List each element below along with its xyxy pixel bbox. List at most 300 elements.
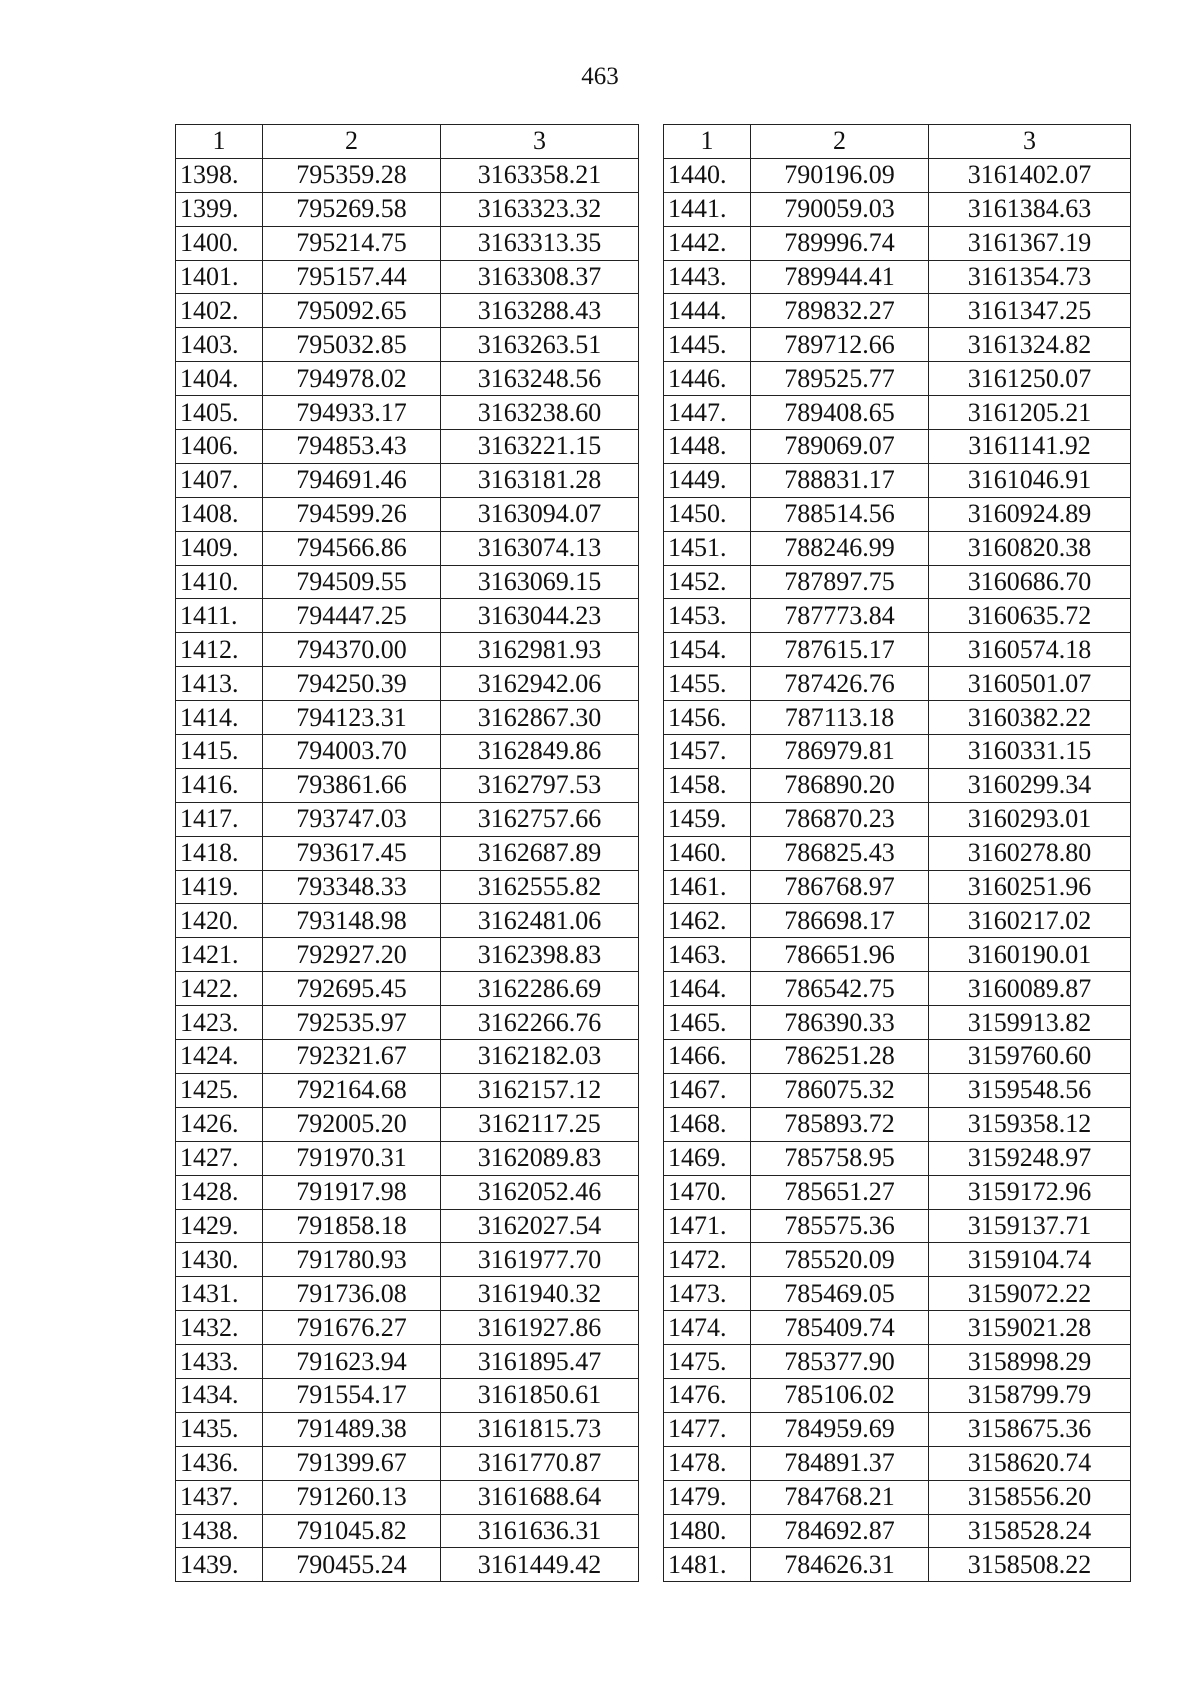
table-row [176,260,639,294]
x-coordinate-cell: 794447.25 [263,599,441,633]
x-coordinate-cell: 793148.98 [263,904,441,938]
x-coordinate-cell: 794566.86 [263,531,441,565]
table-row [176,1107,639,1141]
x-coordinate-cell: 791554.17 [263,1378,441,1412]
x-coordinate-cell: 791676.27 [263,1311,441,1345]
y-coordinate-cell: 3161384.63 [929,192,1131,226]
column-header-1: 1 [664,125,751,159]
x-coordinate-cell: 794978.02 [263,362,441,396]
column-header-2: 2 [263,125,441,159]
point-number-cell: 1449. [664,463,751,497]
point-number-cell: 1454. [664,633,751,667]
point-number-cell: 1462. [664,904,751,938]
y-coordinate-cell: 3161205.21 [929,396,1131,430]
x-coordinate-cell: 793747.03 [263,802,441,836]
table-row [664,1345,1131,1379]
x-coordinate-cell: 792005.20 [263,1107,441,1141]
table-row [664,158,1131,192]
table-row [664,565,1131,599]
x-coordinate-cell: 791045.82 [263,1514,441,1548]
y-coordinate-cell: 3158528.24 [929,1514,1131,1548]
table-row [664,396,1131,430]
point-number-cell: 1417. [176,802,263,836]
point-number-cell: 1481. [664,1548,751,1582]
coordinates-table-right [663,124,1131,1582]
table-row [176,904,639,938]
table-row [176,1040,639,1074]
point-number-cell: 1445. [664,328,751,362]
point-number-cell: 1469. [664,1141,751,1175]
point-number-cell: 1402. [176,294,263,328]
y-coordinate-cell: 3162157.12 [441,1073,639,1107]
x-coordinate-cell: 791858.18 [263,1209,441,1243]
table-row [664,1141,1131,1175]
point-number-cell: 1418. [176,836,263,870]
point-number-cell: 1476. [664,1378,751,1412]
point-number-cell: 1427. [176,1141,263,1175]
point-number-cell: 1453. [664,599,751,633]
x-coordinate-cell: 795032.85 [263,328,441,362]
table-row [664,1107,1131,1141]
point-number-cell: 1471. [664,1209,751,1243]
x-coordinate-cell: 791489.38 [263,1412,441,1446]
x-coordinate-cell: 785106.02 [751,1378,929,1412]
y-coordinate-cell: 3162942.06 [441,667,639,701]
table-row [176,1209,639,1243]
table-row [176,667,639,701]
y-coordinate-cell: 3160299.34 [929,768,1131,802]
table-row [664,531,1131,565]
point-number-cell: 1443. [664,260,751,294]
point-number-cell: 1399. [176,192,263,226]
y-coordinate-cell: 3163313.35 [441,226,639,260]
table-row [664,701,1131,735]
y-coordinate-cell: 3161977.70 [441,1243,639,1277]
y-coordinate-cell: 3163069.15 [441,565,639,599]
table-row [176,430,639,464]
y-coordinate-cell: 3159358.12 [929,1107,1131,1141]
y-coordinate-cell: 3160217.02 [929,904,1131,938]
x-coordinate-cell: 794509.55 [263,565,441,599]
y-coordinate-cell: 3163221.15 [441,430,639,464]
x-coordinate-cell: 785893.72 [751,1107,929,1141]
table-row [664,1175,1131,1209]
table-row [176,1480,639,1514]
y-coordinate-cell: 3163308.37 [441,260,639,294]
point-number-cell: 1409. [176,531,263,565]
y-coordinate-cell: 3163263.51 [441,328,639,362]
table-row [176,802,639,836]
table-row [176,362,639,396]
x-coordinate-cell: 795092.65 [263,294,441,328]
y-coordinate-cell: 3161895.47 [441,1345,639,1379]
x-coordinate-cell: 791917.98 [263,1175,441,1209]
y-coordinate-cell: 3161940.32 [441,1277,639,1311]
table-row [176,1175,639,1209]
table-row [176,158,639,192]
point-number-cell: 1401. [176,260,263,294]
y-coordinate-cell: 3163044.23 [441,599,639,633]
point-number-cell: 1467. [664,1073,751,1107]
x-coordinate-cell: 793861.66 [263,768,441,802]
y-coordinate-cell: 3163323.32 [441,192,639,226]
x-coordinate-cell: 785377.90 [751,1345,929,1379]
point-number-cell: 1474. [664,1311,751,1345]
y-coordinate-cell: 3162286.69 [441,972,639,1006]
point-number-cell: 1447. [664,396,751,430]
table-row [176,701,639,735]
point-number-cell: 1421. [176,938,263,972]
point-number-cell: 1441. [664,192,751,226]
table-row [176,565,639,599]
y-coordinate-cell: 3162555.82 [441,870,639,904]
point-number-cell: 1404. [176,362,263,396]
x-coordinate-cell: 789944.41 [751,260,929,294]
table-row [664,735,1131,769]
table-row [664,768,1131,802]
table-row [664,599,1131,633]
x-coordinate-cell: 785409.74 [751,1311,929,1345]
y-coordinate-cell: 3160251.96 [929,870,1131,904]
y-coordinate-cell: 3158799.79 [929,1378,1131,1412]
y-coordinate-cell: 3161347.25 [929,294,1131,328]
y-coordinate-cell: 3162027.54 [441,1209,639,1243]
table-row [176,531,639,565]
y-coordinate-cell: 3160820.38 [929,531,1131,565]
point-number-cell: 1465. [664,1006,751,1040]
table-row [176,1548,639,1582]
table-row [176,1141,639,1175]
point-number-cell: 1450. [664,497,751,531]
x-coordinate-cell: 785469.05 [751,1277,929,1311]
x-coordinate-cell: 786251.28 [751,1040,929,1074]
point-number-cell: 1463. [664,938,751,972]
table-row [176,1345,639,1379]
table-row [664,1480,1131,1514]
table-row [176,497,639,531]
x-coordinate-cell: 786890.20 [751,768,929,802]
table-row [664,497,1131,531]
x-coordinate-cell: 794370.00 [263,633,441,667]
x-coordinate-cell: 788514.56 [751,497,929,531]
point-number-cell: 1477. [664,1412,751,1446]
x-coordinate-cell: 790196.09 [751,158,929,192]
y-coordinate-cell: 3158620.74 [929,1446,1131,1480]
x-coordinate-cell: 792695.45 [263,972,441,1006]
x-coordinate-cell: 786979.81 [751,735,929,769]
x-coordinate-cell: 787426.76 [751,667,929,701]
y-coordinate-cell: 3163074.13 [441,531,639,565]
table-row [176,1412,639,1446]
point-number-cell: 1403. [176,328,263,362]
point-number-cell: 1438. [176,1514,263,1548]
point-number-cell: 1439. [176,1548,263,1582]
point-number-cell: 1424. [176,1040,263,1074]
x-coordinate-cell: 789525.77 [751,362,929,396]
x-coordinate-cell: 786698.17 [751,904,929,938]
table-row [664,1548,1131,1582]
x-coordinate-cell: 785575.36 [751,1209,929,1243]
table-row [664,1378,1131,1412]
x-coordinate-cell: 788831.17 [751,463,929,497]
table-row [664,1412,1131,1446]
table-header-row [176,125,639,159]
table-row [176,294,639,328]
table-row [664,633,1131,667]
y-coordinate-cell: 3159137.71 [929,1209,1131,1243]
x-coordinate-cell: 794691.46 [263,463,441,497]
x-coordinate-cell: 784768.21 [751,1480,929,1514]
point-number-cell: 1434. [176,1378,263,1412]
y-coordinate-cell: 3159760.60 [929,1040,1131,1074]
table-row [664,1073,1131,1107]
y-coordinate-cell: 3159248.97 [929,1141,1131,1175]
page-number: 463 [581,63,619,90]
y-coordinate-cell: 3162867.30 [441,701,639,735]
point-number-cell: 1428. [176,1175,263,1209]
x-coordinate-cell: 786542.75 [751,972,929,1006]
table-row [176,1311,639,1345]
point-number-cell: 1416. [176,768,263,802]
y-coordinate-cell: 3161250.07 [929,362,1131,396]
table-row [176,1243,639,1277]
point-number-cell: 1426. [176,1107,263,1141]
y-coordinate-cell: 3163358.21 [441,158,639,192]
point-number-cell: 1444. [664,294,751,328]
y-coordinate-cell: 3162089.83 [441,1141,639,1175]
y-coordinate-cell: 3160501.07 [929,667,1131,701]
table-row [664,1277,1131,1311]
y-coordinate-cell: 3161815.73 [441,1412,639,1446]
point-number-cell: 1440. [664,158,751,192]
point-number-cell: 1435. [176,1412,263,1446]
y-coordinate-cell: 3159172.96 [929,1175,1131,1209]
x-coordinate-cell: 795157.44 [263,260,441,294]
y-coordinate-cell: 3163288.43 [441,294,639,328]
y-coordinate-cell: 3162266.76 [441,1006,639,1040]
y-coordinate-cell: 3163248.56 [441,362,639,396]
point-number-cell: 1478. [664,1446,751,1480]
table-row [664,430,1131,464]
table-row [176,1514,639,1548]
x-coordinate-cell: 793348.33 [263,870,441,904]
table-row [664,802,1131,836]
point-number-cell: 1461. [664,870,751,904]
y-coordinate-cell: 3159021.28 [929,1311,1131,1345]
y-coordinate-cell: 3161402.07 [929,158,1131,192]
x-coordinate-cell: 794853.43 [263,430,441,464]
table-row [664,1311,1131,1345]
x-coordinate-cell: 784891.37 [751,1446,929,1480]
x-coordinate-cell: 786390.33 [751,1006,929,1040]
coordinates-table-left [175,124,639,1582]
point-number-cell: 1464. [664,972,751,1006]
x-coordinate-cell: 791399.67 [263,1446,441,1480]
point-number-cell: 1412. [176,633,263,667]
y-coordinate-cell: 3162481.06 [441,904,639,938]
point-number-cell: 1430. [176,1243,263,1277]
table-row [664,260,1131,294]
y-coordinate-cell: 3161770.87 [441,1446,639,1480]
y-coordinate-cell: 3159072.22 [929,1277,1131,1311]
x-coordinate-cell: 791970.31 [263,1141,441,1175]
point-number-cell: 1398. [176,158,263,192]
y-coordinate-cell: 3160190.01 [929,938,1131,972]
point-number-cell: 1436. [176,1446,263,1480]
column-header-1: 1 [176,125,263,159]
point-number-cell: 1442. [664,226,751,260]
point-number-cell: 1466. [664,1040,751,1074]
table-row [664,1243,1131,1277]
table-row [664,836,1131,870]
column-header-2: 2 [751,125,929,159]
x-coordinate-cell: 792321.67 [263,1040,441,1074]
x-coordinate-cell: 791260.13 [263,1480,441,1514]
table-row [664,870,1131,904]
x-coordinate-cell: 784626.31 [751,1548,929,1582]
y-coordinate-cell: 3162757.66 [441,802,639,836]
table-row [664,328,1131,362]
x-coordinate-cell: 788246.99 [751,531,929,565]
y-coordinate-cell: 3161046.91 [929,463,1131,497]
point-number-cell: 1420. [176,904,263,938]
table-row [176,226,639,260]
column-header-3: 3 [929,125,1131,159]
point-number-cell: 1433. [176,1345,263,1379]
table-row [664,938,1131,972]
x-coordinate-cell: 789996.74 [751,226,929,260]
point-number-cell: 1419. [176,870,263,904]
point-number-cell: 1408. [176,497,263,531]
y-coordinate-cell: 3161688.64 [441,1480,639,1514]
y-coordinate-cell: 3159104.74 [929,1243,1131,1277]
x-coordinate-cell: 795359.28 [263,158,441,192]
y-coordinate-cell: 3158508.22 [929,1548,1131,1582]
point-number-cell: 1458. [664,768,751,802]
x-coordinate-cell: 791780.93 [263,1243,441,1277]
table-row [664,226,1131,260]
y-coordinate-cell: 3162052.46 [441,1175,639,1209]
x-coordinate-cell: 792535.97 [263,1006,441,1040]
table-row [176,599,639,633]
y-coordinate-cell: 3158675.36 [929,1412,1131,1446]
x-coordinate-cell: 794933.17 [263,396,441,430]
y-coordinate-cell: 3159913.82 [929,1006,1131,1040]
y-coordinate-cell: 3161367.19 [929,226,1131,260]
table-row [176,463,639,497]
column-header-3: 3 [441,125,639,159]
point-number-cell: 1425. [176,1073,263,1107]
table-row [664,362,1131,396]
x-coordinate-cell: 795214.75 [263,226,441,260]
y-coordinate-cell: 3160635.72 [929,599,1131,633]
point-number-cell: 1451. [664,531,751,565]
table-row [176,1006,639,1040]
point-number-cell: 1460. [664,836,751,870]
y-coordinate-cell: 3161449.42 [441,1548,639,1582]
point-number-cell: 1475. [664,1345,751,1379]
point-number-cell: 1414. [176,701,263,735]
point-number-cell: 1405. [176,396,263,430]
x-coordinate-cell: 790455.24 [263,1548,441,1582]
table-row [176,396,639,430]
table-row [664,1209,1131,1243]
x-coordinate-cell: 789408.65 [751,396,929,430]
point-number-cell: 1422. [176,972,263,1006]
table-row [176,938,639,972]
point-number-cell: 1480. [664,1514,751,1548]
y-coordinate-cell: 3160089.87 [929,972,1131,1006]
table-row [176,192,639,226]
table-row [176,735,639,769]
x-coordinate-cell: 784692.87 [751,1514,929,1548]
table-row [664,904,1131,938]
y-coordinate-cell: 3160574.18 [929,633,1131,667]
table-row [176,1378,639,1412]
table-row [664,1040,1131,1074]
y-coordinate-cell: 3160924.89 [929,497,1131,531]
table-row [664,972,1131,1006]
y-coordinate-cell: 3162797.53 [441,768,639,802]
point-number-cell: 1452. [664,565,751,599]
x-coordinate-cell: 789712.66 [751,328,929,362]
table-row [176,836,639,870]
x-coordinate-cell: 791623.94 [263,1345,441,1379]
x-coordinate-cell: 787615.17 [751,633,929,667]
table-row [664,1514,1131,1548]
x-coordinate-cell: 787897.75 [751,565,929,599]
point-number-cell: 1432. [176,1311,263,1345]
table-row [664,463,1131,497]
point-number-cell: 1479. [664,1480,751,1514]
point-number-cell: 1473. [664,1277,751,1311]
point-number-cell: 1446. [664,362,751,396]
point-number-cell: 1429. [176,1209,263,1243]
x-coordinate-cell: 786075.32 [751,1073,929,1107]
y-coordinate-cell: 3161850.61 [441,1378,639,1412]
x-coordinate-cell: 794003.70 [263,735,441,769]
table-row [176,1446,639,1480]
point-number-cell: 1410. [176,565,263,599]
x-coordinate-cell: 793617.45 [263,836,441,870]
point-number-cell: 1456. [664,701,751,735]
point-number-cell: 1448. [664,430,751,464]
x-coordinate-cell: 790059.03 [751,192,929,226]
point-number-cell: 1459. [664,802,751,836]
x-coordinate-cell: 792164.68 [263,1073,441,1107]
x-coordinate-cell: 786870.23 [751,802,929,836]
x-coordinate-cell: 785520.09 [751,1243,929,1277]
point-number-cell: 1423. [176,1006,263,1040]
table-row [176,1073,639,1107]
y-coordinate-cell: 3162981.93 [441,633,639,667]
x-coordinate-cell: 786651.96 [751,938,929,972]
point-number-cell: 1472. [664,1243,751,1277]
y-coordinate-cell: 3160331.15 [929,735,1131,769]
x-coordinate-cell: 794123.31 [263,701,441,735]
point-number-cell: 1400. [176,226,263,260]
x-coordinate-cell: 791736.08 [263,1277,441,1311]
point-number-cell: 1431. [176,1277,263,1311]
y-coordinate-cell: 3163238.60 [441,396,639,430]
y-coordinate-cell: 3159548.56 [929,1073,1131,1107]
x-coordinate-cell: 785651.27 [751,1175,929,1209]
x-coordinate-cell: 784959.69 [751,1412,929,1446]
table-row [664,667,1131,701]
y-coordinate-cell: 3161927.86 [441,1311,639,1345]
x-coordinate-cell: 786768.97 [751,870,929,904]
point-number-cell: 1406. [176,430,263,464]
